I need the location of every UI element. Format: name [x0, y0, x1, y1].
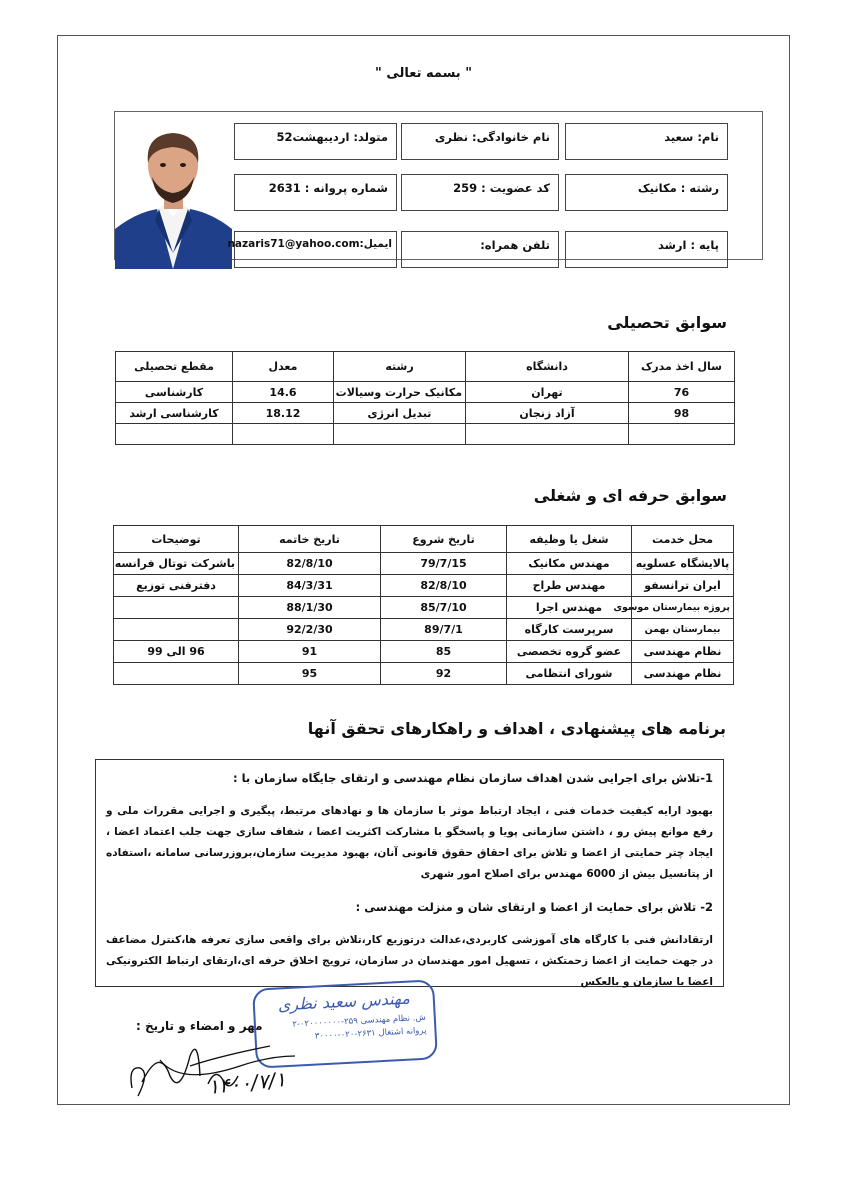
- education-table: [115, 351, 735, 445]
- table-cell: [114, 663, 239, 685]
- profile-photo: [115, 121, 232, 269]
- table-cell: ایران ترانسفو: [632, 575, 734, 597]
- table-cell: کارشناسی ارشد: [116, 403, 233, 424]
- header-cell: رشته: [334, 352, 466, 382]
- table-row: [114, 575, 734, 597]
- table-cell: آزاد زنجان: [466, 403, 629, 424]
- table-cell: باشرکت توتال فرانسه: [114, 553, 239, 575]
- first-name-field: نام: سعید: [565, 123, 728, 160]
- program-item-1-text: بهبود ارایه کیفیت خدمات فنی ، ایجاد ارتباط موثر با سازمان ها و نهادهای مرتبط، پیگیری و اجرایی مقررات ملی و رفع موانع پیش رو ، داشتن سازمانی پویا و پاسخگو با مشارکت اکثریت اعضا ، شفاف سازی جهت جلب اعتماد اعضا ، ایجاد چتر حمایتی از اعضا و تلاش برای احقاق حقوق قانونی آنان، بهبود مدیریت سازمان،بروزرسانی سامانه ،استفاده از پتانسیل بیش از 6000 مهندس برای اصلاح امور شهری: [106, 805, 713, 880]
- table-cell: پروژه بیمارستان موسوی: [632, 597, 734, 619]
- table-cell: کارشناسی: [116, 382, 233, 403]
- table-cell: 82/8/10: [381, 575, 507, 597]
- header-cell: تاریخ شروع: [381, 526, 507, 553]
- career-title: سوابق حرفه ای و شغلی: [533, 486, 727, 505]
- email-label: ایمیل:: [359, 238, 392, 250]
- table-cell: نظام مهندسی: [632, 663, 734, 685]
- table-row: [114, 553, 734, 575]
- table-cell: مهندس اجرا: [507, 597, 632, 619]
- table-cell: 96 الی 99: [114, 641, 239, 663]
- person-photo-icon: [115, 121, 232, 269]
- programs-box: [95, 759, 724, 987]
- table-cell: 88/1/30: [239, 597, 381, 619]
- education-title: سوابق تحصیلی: [607, 313, 727, 332]
- table-cell: تهران: [466, 382, 629, 403]
- mobile-field: تلفن همراه:: [401, 231, 559, 268]
- program-item-2-text: ارتقادانش فنی با کارگاه های آموزشی کاربردی،عدالت درتوزیع کار،تلاش برای واقعی سازی تعرفه ها،کنترل مضاعف در جهت حمایت از اعضا زحمتکش ، تسهیل امور مهندسان در سازمان، ترویج اخلاق حرفه ای،ارتقای ارتباط الکترونیکی اعضا با سازمان و بالعکس: [106, 934, 713, 988]
- email-value: nazaris71@yahoo.com: [227, 238, 360, 250]
- stamp-name: مهندس سعید نظری: [277, 988, 411, 1015]
- table-cell: 98: [629, 403, 735, 424]
- signature-label: مهر و امضاء و تاریخ :: [136, 1019, 263, 1033]
- header-cell: مقطع تحصیلی: [116, 352, 233, 382]
- table-row: [114, 597, 734, 619]
- header-cell: دانشگاه: [466, 352, 629, 382]
- birth-field: متولد: اردیبهشت52: [234, 123, 397, 160]
- table-cell: [334, 424, 466, 445]
- table-cell: 14.6: [233, 382, 334, 403]
- table-cell: شورای انتظامی: [507, 663, 632, 685]
- table-cell: بیمارستان بهمن: [632, 619, 734, 641]
- table-cell: مهندس مکانیک: [507, 553, 632, 575]
- table-cell: 85/7/10: [381, 597, 507, 619]
- header-cell: محل خدمت: [632, 526, 734, 553]
- table-cell: 18.12: [233, 403, 334, 424]
- table-cell: [629, 424, 735, 445]
- table-cell: 95: [239, 663, 381, 685]
- table-cell: [233, 424, 334, 445]
- email-field: [227, 231, 397, 268]
- table-cell: 79/7/15: [381, 553, 507, 575]
- programs-title: برنامه های پیشنهادی ، اهداف و راهکارهای تحقق آنها: [307, 719, 726, 738]
- table-row: [116, 424, 735, 445]
- table-cell: [114, 597, 239, 619]
- program-item-1-title: 1-تلاش برای اجرایی شدن اهداف سازمان نظام مهندسی و ارتقای جایگاه سازمان با :: [233, 771, 713, 785]
- license-number-field: شماره پروانه : 2631: [234, 174, 397, 211]
- table-row: [116, 382, 735, 403]
- table-cell: دفترفنی توزیع: [114, 575, 239, 597]
- field-of-study: رشته : مکانیک: [565, 174, 728, 211]
- table-cell: [114, 619, 239, 641]
- table-cell: [116, 424, 233, 445]
- header-cell: سال اخذ مدرک: [629, 352, 735, 382]
- table-cell: 82/8/10: [239, 553, 381, 575]
- stamp-line-2: پروانه اشتغال ۲۶۳۱-۰۲۰-۳۰۰۰۰: [314, 1025, 427, 1042]
- table-header-row: [116, 352, 735, 382]
- table-row: [114, 663, 734, 685]
- table-cell: 92/2/30: [239, 619, 381, 641]
- last-name-field: نام خانوادگی: نظری: [401, 123, 559, 160]
- table-cell: 84/3/31: [239, 575, 381, 597]
- membership-code-field: کد عضویت : 259: [401, 174, 559, 211]
- table-row: [114, 641, 734, 663]
- table-row: [114, 619, 734, 641]
- table-cell: [466, 424, 629, 445]
- document-page: [57, 35, 790, 1105]
- signature-date: ۱۴۰۰/۷/۱: [206, 1066, 287, 1100]
- table-cell: سرپرست کارگاه: [507, 619, 632, 641]
- table-row: [116, 403, 735, 424]
- program-item-2-title: 2- تلاش برای حمایت از اعضا و ارتقای شان و منزلت مهندسی :: [355, 900, 713, 914]
- header-cell: شغل یا وظیفه: [507, 526, 632, 553]
- table-header-row: [114, 526, 734, 553]
- table-cell: 85: [381, 641, 507, 663]
- header-cell: توضیحات: [114, 526, 239, 553]
- header-cell: تاریخ خاتمه: [239, 526, 381, 553]
- degree-field: پایه : ارشد: [565, 231, 728, 268]
- page-heading: " بسمه تعالی ": [375, 66, 472, 81]
- table-cell: 89/7/1: [381, 619, 507, 641]
- table-cell: عضو گروه تخصصی: [507, 641, 632, 663]
- table-cell: نظام مهندسی: [632, 641, 734, 663]
- table-cell: مهندس طراح: [507, 575, 632, 597]
- table-cell: پالایشگاه عسلویه: [632, 553, 734, 575]
- table-cell: تبدیل انرژی: [334, 403, 466, 424]
- career-table: [113, 525, 734, 685]
- table-cell: مکانیک حرارت وسیالات: [334, 382, 466, 403]
- stamp-line-1: ش. نظام مهندسی ۲۵۹-۰۲۰۰۰۰۰۰۰-۲: [292, 1012, 427, 1030]
- table-cell: 91: [239, 641, 381, 663]
- table-cell: 92: [381, 663, 507, 685]
- header-cell: معدل: [233, 352, 334, 382]
- table-cell: 76: [629, 382, 735, 403]
